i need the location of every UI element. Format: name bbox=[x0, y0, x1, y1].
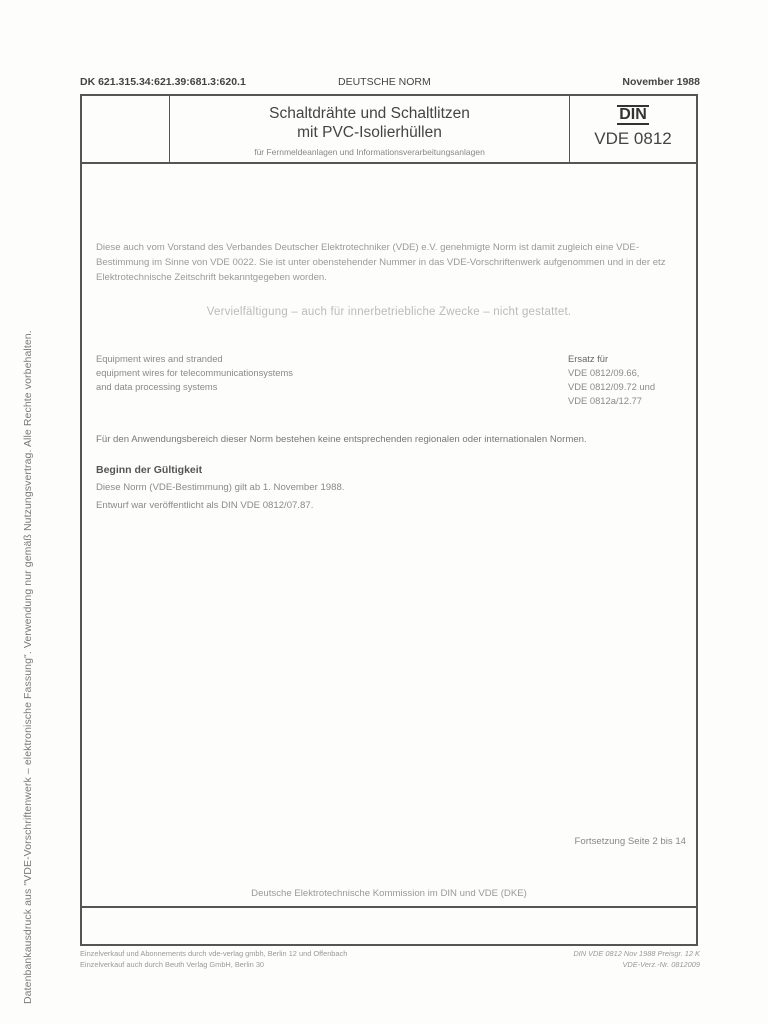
publication-date: November 1988 bbox=[622, 76, 700, 88]
footer-sales-info bbox=[80, 948, 347, 970]
footer-reference bbox=[573, 948, 700, 970]
footer-line: VDE-Verz.-Nr. 0812009 bbox=[622, 960, 700, 969]
title-cell bbox=[170, 96, 570, 162]
norm-type: DEUTSCHE NORM bbox=[338, 76, 431, 88]
standard-cell bbox=[570, 96, 696, 162]
copy-notice: Vervielfältigung – auch für innerbetriebliche Zwecke – nicht gestattet. bbox=[206, 306, 572, 318]
title-blank-cell bbox=[82, 96, 170, 162]
title-subtitle: für Fernmeldeanlagen und Informationsverarbeitungsanlagen bbox=[254, 147, 485, 157]
footer-line: Einzelverkauf auch durch Beuth Verlag GmbH, Berlin 30 bbox=[80, 960, 265, 969]
title-line-2: mit PVC-Isolierhüllen bbox=[297, 124, 442, 141]
intro-paragraph: Diese auch vom Vorstand des Verbandes Deutscher Elektrotechniker (VDE) e.V. genehmigte Norm ist damit zugleich eine VDE-Bestimmung im Sinne von VDE 0022. Sie ist unter obenstehender Nummer in das VDE-Vorschriftenwerk aufgenommen und in der etz Elektrotechnische Zeitschrift bekanntgegeben worden. bbox=[96, 242, 666, 283]
footer-line: DIN VDE 0812 Nov 1988 Preisgr. 12 K bbox=[573, 949, 700, 958]
replacement-item: VDE 0812/09.66, bbox=[568, 367, 640, 378]
footer-line: Einzelverkauf und Abonnements durch vde-verlag gmbh, Berlin 12 und Offenbach bbox=[80, 949, 348, 958]
replacement-item: VDE 0812a/12.77 bbox=[568, 395, 643, 406]
scope-note: Für den Anwendungsbereich dieser Norm bestehen keine entsprechenden regionalen oder internationalen Normen. bbox=[96, 434, 587, 445]
validity-line: Diese Norm (VDE-Bestimmung) gilt ab 1. November 1988. bbox=[96, 482, 345, 493]
title-line-1: Schaltdrähte und Schaltlitzen bbox=[269, 105, 470, 122]
side-copyright-note: Datenbankausdruck aus "VDE-Vorschriftenwerk – elektronische Fassung". Verwendung nur gemäß Nutzungsvertrag. Alle Rechte vorbehalten. bbox=[22, 330, 34, 1004]
document-frame bbox=[80, 94, 698, 946]
commission-name: Deutsche Elektrotechnische Kommission im DIN und VDE (DKE) bbox=[251, 888, 527, 899]
continuation-note: Fortsetzung Seite 2 bis 14 bbox=[574, 836, 686, 847]
replacement-heading: Ersatz für bbox=[568, 353, 609, 364]
bottom-divider bbox=[82, 906, 696, 908]
standard-number: VDE 0812 bbox=[594, 129, 672, 148]
draft-line: Entwurf war veröffentlicht als DIN VDE 0812/07.87. bbox=[96, 500, 314, 511]
replacement-info bbox=[568, 352, 694, 408]
english-title-line: and data processing systems bbox=[96, 381, 218, 392]
english-title-line: equipment wires for telecommunicationsystems bbox=[96, 367, 293, 378]
document-header bbox=[80, 76, 700, 90]
replacement-item: VDE 0812/09.72 und bbox=[568, 381, 656, 392]
english-title-line: Equipment wires and stranded bbox=[96, 353, 223, 364]
validity-heading: Beginn der Gültigkeit bbox=[96, 464, 203, 476]
title-block bbox=[82, 96, 696, 164]
english-title bbox=[96, 352, 396, 394]
din-logo: DIN bbox=[619, 106, 647, 123]
dk-classification: DK 621.315.34:621.39:681.3:620.1 bbox=[80, 76, 246, 88]
